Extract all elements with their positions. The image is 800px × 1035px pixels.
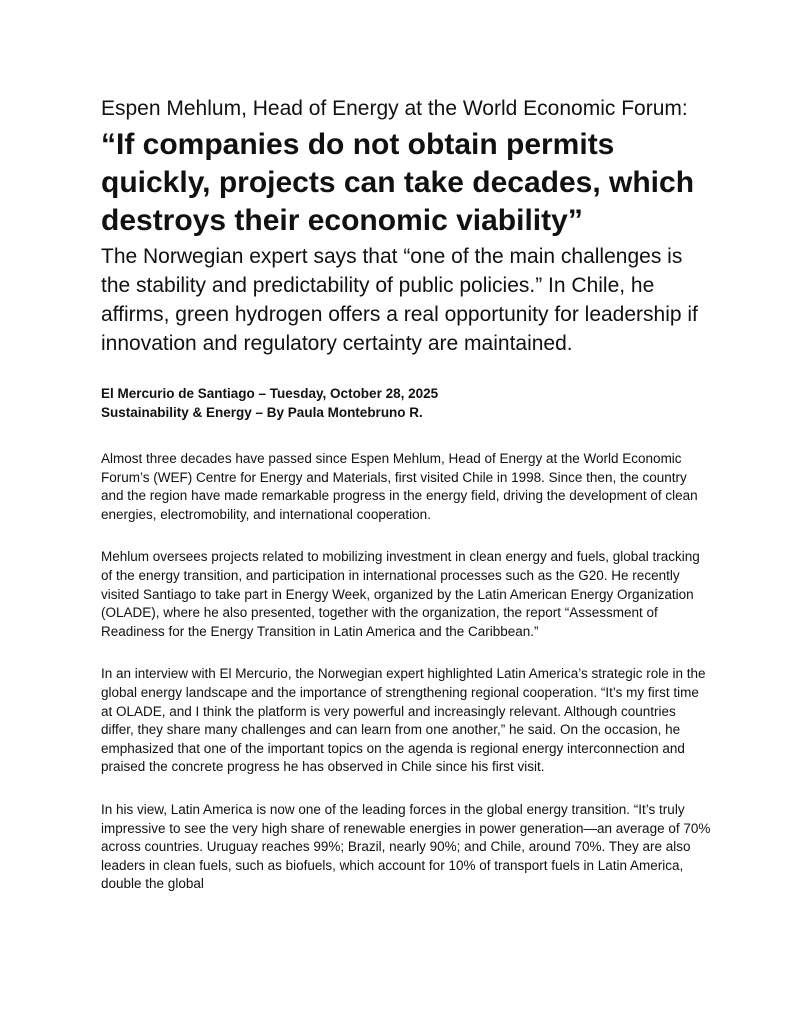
body-paragraph: In an interview with El Mercurio, the Norwegian expert highlighted Latin America’s strategic role in the global energy landscape and the importance of strengthening regional cooperation. “It’s my first time at OLADE, and I think the platform is very powerful and increasingly relevant. Although countries differ, they share many challenges and can learn from one another,” he said. On the occasion, he emphasized that one of the important topics on the agenda is regional energy interconnection and praised the concrete progress he has observed in Chile since his first visit. xyxy=(101,666,706,775)
byline-section-author: Sustainability & Energy – By Paula Montebruno R. xyxy=(101,405,423,420)
article-kicker: Espen Mehlum, Head of Energy at the World Economic Forum: xyxy=(101,97,688,120)
body-paragraph: Mehlum oversees projects related to mobilizing investment in clean energy and fuels, global tracking of the energy transition, and participation in international processes such as the G20. He recently visited Santiago to take part in Energy Week, organized by the Latin American Energy Organization (OLADE), where he also presented, together with the organization, the report “Assessment of Readiness for the Energy Transition in Latin America and the Caribbean.” xyxy=(101,549,700,639)
article-headline: “If companies do not obtain permits quickly, projects can take decades, which destroys their economic viability” xyxy=(101,128,695,237)
article-byline xyxy=(101,384,711,422)
body-paragraph: In his view, Latin America is now one of the leading forces in the global energy transition. “It’s truly impressive to see the very high share of renewable energies in power generation—an average of 70% across countries. Uruguay reaches 99%; Brazil, nearly 90%; and Chile, around 70%. They are also leaders in clean fuels, such as biofuels, which account for 10% of transport fuels in Latin America, double the global xyxy=(101,801,711,892)
article-page xyxy=(101,95,711,894)
body-paragraph: Almost three decades have passed since Espen Mehlum, Head of Energy at the World Economic Forum’s (WEF) Centre for Energy and Materials, first visited Chile in 1998. Since then, the country and the region have made remarkable progress in the energy field, driving the development of clean energies, electromobility, and international cooperation. xyxy=(101,451,698,522)
article-deck: The Norwegian expert says that “one of the main challenges is the stability and predictability of public policies.” In Chile, he affirms, green hydrogen offers a real opportunity for leadership if innovation and regulatory certainty are maintained. xyxy=(101,245,698,355)
byline-publication-date: El Mercurio de Santiago – Tuesday, October 28, 2025 xyxy=(101,386,439,401)
article-body xyxy=(101,450,711,894)
